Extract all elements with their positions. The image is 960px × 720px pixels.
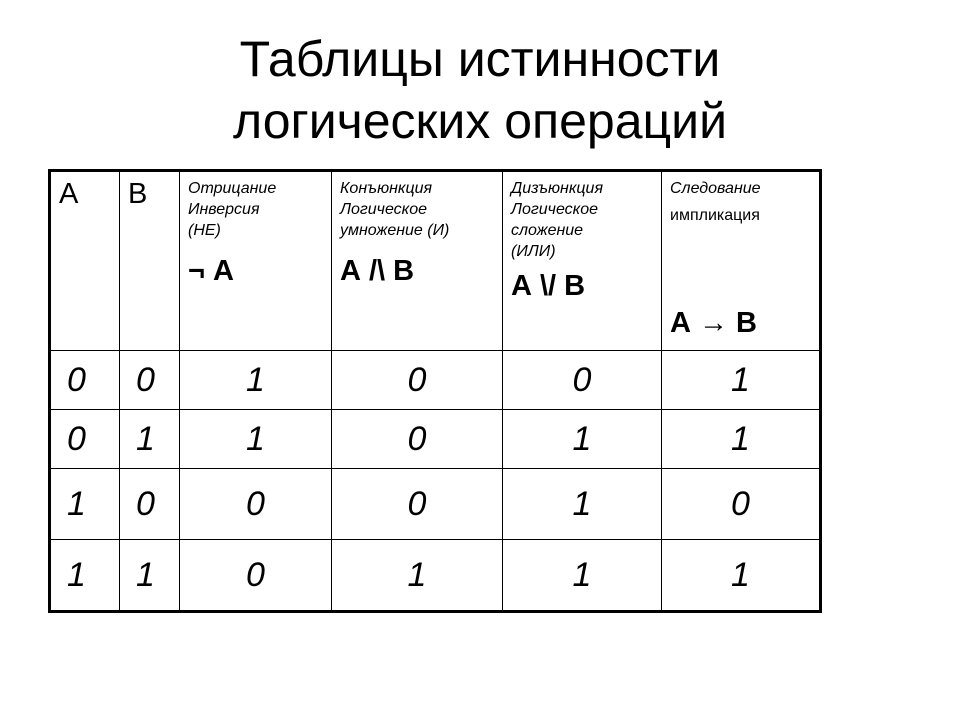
cell-or: 1 bbox=[503, 469, 662, 540]
title-line-2: логических операций bbox=[232, 93, 728, 149]
truth-table bbox=[48, 169, 822, 613]
cell-a: 1 bbox=[50, 540, 120, 612]
table-row bbox=[50, 540, 821, 612]
title-line-1: Таблицы истинности bbox=[239, 31, 721, 87]
header-conjunction bbox=[332, 171, 503, 351]
conjunction-formula: А /\ В bbox=[340, 255, 415, 287]
cell-or: 1 bbox=[503, 540, 662, 612]
disjunction-alt-name-2: сложение bbox=[511, 222, 584, 239]
cell-imp: 0 bbox=[662, 469, 821, 540]
cell-not: 0 bbox=[180, 469, 332, 540]
implication-name: Следование bbox=[670, 180, 761, 197]
cell-b: 1 bbox=[120, 540, 180, 612]
conjunction-name: Конъюнкция bbox=[340, 180, 433, 197]
cell-imp: 1 bbox=[662, 540, 821, 612]
cell-and: 0 bbox=[332, 469, 503, 540]
header-disjunction bbox=[503, 171, 662, 351]
cell-a: 1 bbox=[50, 469, 120, 540]
implication-formula: А → В bbox=[670, 307, 757, 339]
disjunction-formula: А \/ В bbox=[511, 270, 586, 302]
header-row bbox=[50, 171, 821, 351]
table-row bbox=[50, 410, 821, 469]
cell-and: 1 bbox=[332, 540, 503, 612]
disjunction-alt-name-1: Логическое bbox=[511, 201, 599, 218]
negation-alt-name: Инверсия bbox=[188, 201, 260, 218]
header-a: А bbox=[50, 171, 120, 351]
negation-name: Отрицание bbox=[188, 180, 277, 197]
cell-or: 1 bbox=[503, 410, 662, 469]
header-b: В bbox=[120, 171, 180, 351]
cell-imp: 1 bbox=[662, 351, 821, 410]
conjunction-alt-name-1: Логическое bbox=[340, 201, 428, 218]
cell-b: 0 bbox=[120, 351, 180, 410]
header-negation bbox=[180, 171, 332, 351]
cell-or: 0 bbox=[503, 351, 662, 410]
slide-title bbox=[0, 28, 960, 152]
negation-formula: ¬ А bbox=[188, 255, 234, 287]
header-implication bbox=[662, 171, 821, 351]
cell-not: 1 bbox=[180, 410, 332, 469]
disjunction-name: Дизъюнкция bbox=[511, 180, 603, 197]
cell-and: 0 bbox=[332, 410, 503, 469]
implication-alt-name: импликация bbox=[670, 207, 760, 224]
cell-imp: 1 bbox=[662, 410, 821, 469]
disjunction-short-name: (ИЛИ) bbox=[511, 243, 556, 260]
cell-a: 0 bbox=[50, 410, 120, 469]
cell-b: 0 bbox=[120, 469, 180, 540]
cell-b: 1 bbox=[120, 410, 180, 469]
negation-short-name: (НЕ) bbox=[188, 222, 221, 239]
cell-not: 0 bbox=[180, 540, 332, 612]
cell-and: 0 bbox=[332, 351, 503, 410]
table-row bbox=[50, 469, 821, 540]
cell-a: 0 bbox=[50, 351, 120, 410]
table-row bbox=[50, 351, 821, 410]
conjunction-alt-name-2: умножение (И) bbox=[340, 222, 450, 239]
cell-not: 1 bbox=[180, 351, 332, 410]
